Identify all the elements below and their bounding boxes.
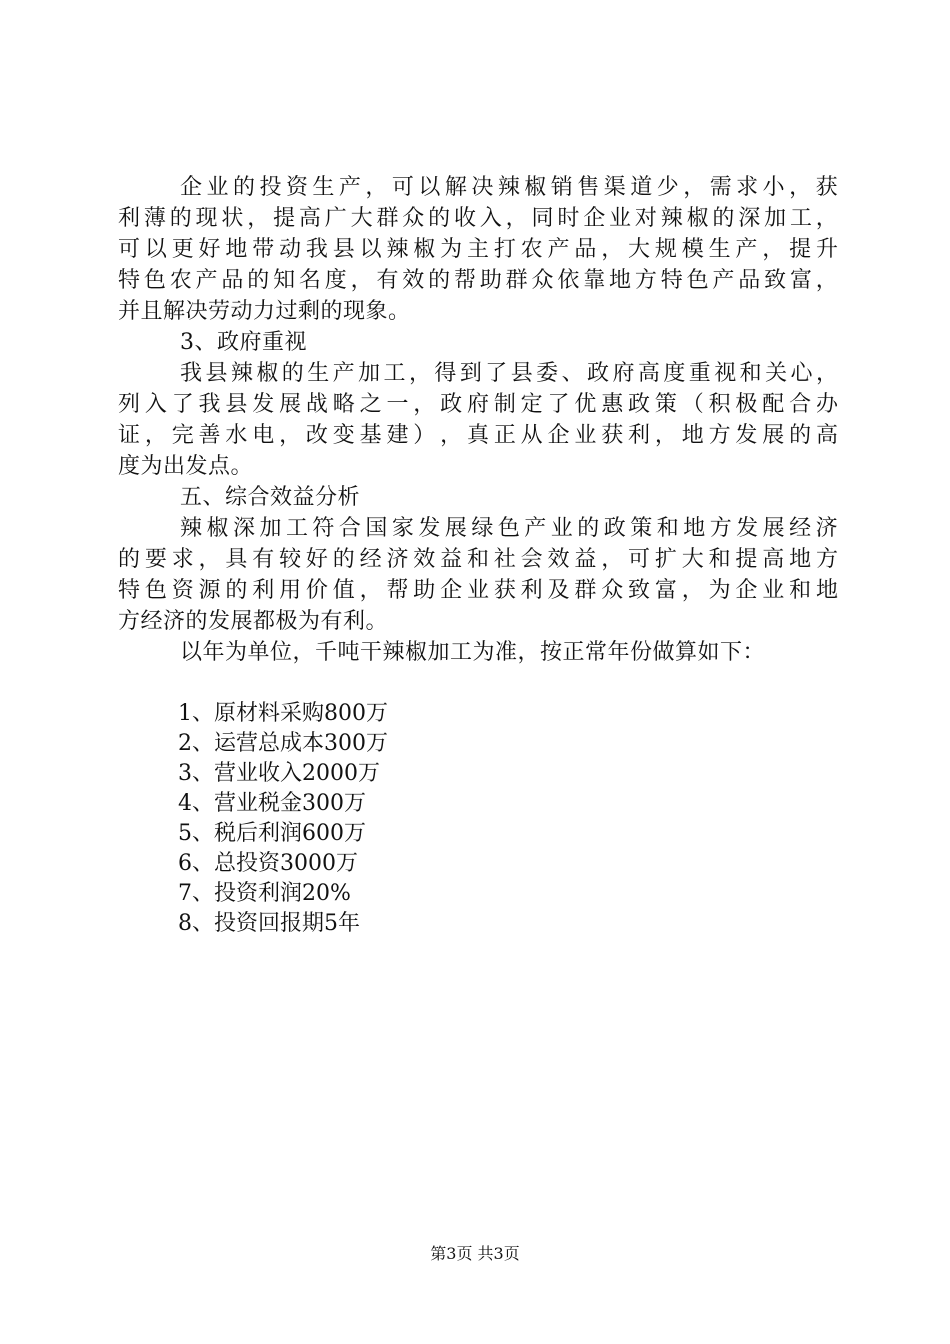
text-glyph: 府 (466, 392, 489, 417)
text-glyph: 绿 (471, 516, 494, 541)
text-glyph: 及 (547, 578, 570, 603)
text-glyph: 加 (259, 516, 282, 541)
text-glyph: 地 (789, 547, 812, 572)
text-glyph: 深 (232, 516, 255, 541)
text-glyph: ， (681, 578, 704, 603)
text-glyph: 产 (547, 237, 570, 262)
text-glyph: 县 (510, 361, 533, 386)
text-glyph: 辣 (497, 175, 520, 200)
text-glyph: ， (350, 268, 373, 293)
text-glyph: 的 (332, 547, 355, 572)
text-glyph: 了 (485, 361, 508, 386)
text-glyph: 和 (656, 516, 679, 541)
text-glyph: 高 (815, 423, 838, 448)
text-glyph: 的 (428, 268, 451, 293)
text-line: 度为出发点。 (118, 454, 254, 479)
text-glyph: 产 (332, 361, 355, 386)
text-glyph: 基 (359, 423, 382, 448)
paragraph-line (118, 420, 838, 451)
text-glyph: ， (601, 237, 624, 262)
text-glyph: 到 (459, 361, 482, 386)
text-glyph: 优 (574, 392, 597, 417)
text-glyph: 工 (383, 361, 406, 386)
text-glyph: 高 (637, 361, 660, 386)
text-glyph: 了 (171, 392, 194, 417)
text-glyph: 色 (497, 516, 520, 541)
text-glyph: 用 (279, 578, 302, 603)
text-glyph: 和 (708, 547, 731, 572)
text-glyph: 品 (221, 268, 244, 293)
text-glyph: 状 (221, 206, 244, 231)
text-glyph: 的 (225, 578, 248, 603)
text-glyph: 高 (298, 206, 321, 231)
paragraph-line (118, 296, 838, 327)
text-glyph: 企 (180, 175, 203, 200)
text-glyph: 富 (654, 578, 677, 603)
text-glyph: 小 (762, 175, 785, 200)
text-glyph: 度 (663, 361, 686, 386)
text-glyph: 辣 (660, 206, 683, 231)
text-glyph: 和 (789, 578, 812, 603)
text-glyph: 色 (143, 268, 166, 293)
text-glyph: 以 (144, 237, 167, 262)
text-glyph: 的 (428, 206, 451, 231)
text-glyph: 委 (536, 361, 559, 386)
list-item: 4、营业税金300万 (178, 791, 366, 816)
text-glyph: 提 (735, 547, 758, 572)
text-glyph: 配 (762, 392, 785, 417)
text-glyph: 产 (712, 268, 735, 293)
paragraph-line (118, 358, 838, 389)
text-glyph: 致 (628, 578, 651, 603)
text-glyph: 农 (169, 268, 192, 293)
text-glyph: 济 (815, 516, 838, 541)
text-glyph: 资 (285, 175, 308, 200)
text-glyph: ， (408, 361, 431, 386)
text-glyph: 的 (232, 175, 255, 200)
text-glyph: 的 (118, 547, 141, 572)
text-glyph: 打 (493, 237, 516, 262)
text-glyph: 色 (144, 578, 167, 603)
text-glyph: ， (365, 175, 388, 200)
text-glyph: 求 (171, 547, 194, 572)
text-glyph: 政 (440, 392, 463, 417)
list-item: 2、运营总成本300万 (178, 731, 388, 756)
text-glyph: 方 (708, 423, 731, 448)
text-glyph: 益 (574, 547, 597, 572)
paragraph-line (118, 513, 838, 544)
text-glyph: 生 (708, 237, 731, 262)
text-glyph: 了 (547, 392, 570, 417)
text-glyph: 企 (583, 206, 606, 231)
text-glyph: 扩 (654, 547, 677, 572)
text-glyph: ， (359, 578, 382, 603)
text-glyph: 需 (709, 175, 732, 200)
document-body (118, 172, 838, 939)
text-glyph: 利 (520, 578, 543, 603)
text-glyph: 证 (118, 423, 141, 448)
text-glyph: 方 (815, 547, 838, 572)
text-glyph: ， (279, 423, 302, 448)
text-glyph: 助 (479, 268, 502, 293)
text-glyph: 众 (531, 268, 554, 293)
text-glyph: 地 (225, 237, 248, 262)
list-item: 6、总投资3000万 (178, 851, 358, 876)
text-glyph: 名 (298, 268, 321, 293)
text-glyph: 现 (195, 206, 218, 231)
text-glyph: 的 (169, 206, 192, 231)
text-glyph: 一 (386, 392, 409, 417)
text-glyph: 解 (444, 175, 467, 200)
text-glyph: 同 (531, 206, 554, 231)
text-glyph: 的 (247, 268, 270, 293)
text-glyph: 群 (505, 268, 528, 293)
text-glyph: 特 (118, 578, 141, 603)
text-glyph: 有 (252, 547, 275, 572)
text-glyph: 有 (376, 268, 399, 293)
text-glyph: 变 (332, 423, 355, 448)
text-glyph: 价 (305, 578, 328, 603)
text-glyph: 得 (434, 361, 457, 386)
text-glyph: 收 (453, 206, 476, 231)
text-glyph: 众 (402, 206, 425, 231)
text-glyph: 建 (386, 423, 409, 448)
list-item: 5、税后利润600万 (178, 821, 366, 846)
text-glyph: 工 (789, 206, 812, 231)
text-glyph: 生 (312, 175, 335, 200)
text-glyph: 业 (550, 516, 573, 541)
text-glyph: 生 (307, 361, 330, 386)
text-glyph: 渠 (603, 175, 626, 200)
text-line: 方经济的发展都极为有利。 (118, 609, 389, 634)
paragraph-line: 以年为单位，千吨干辣椒加工为准，按正常年份做算如下： (180, 640, 766, 665)
text-glyph: 合 (338, 516, 361, 541)
text-glyph: 好 (305, 547, 328, 572)
text-glyph: 产 (195, 268, 218, 293)
text-glyph: 获 (493, 578, 516, 603)
text-glyph: 特 (660, 268, 683, 293)
text-glyph: 地 (815, 578, 838, 603)
text-glyph: 地 (683, 516, 706, 541)
text-glyph: 辣 (386, 237, 409, 262)
text-glyph: 助 (413, 578, 436, 603)
text-glyph: 具 (225, 547, 248, 572)
text-glyph: 真 (466, 423, 489, 448)
text-glyph: 对 (634, 206, 657, 231)
text-glyph: 椒 (524, 175, 547, 200)
text-glyph: 的 (789, 423, 812, 448)
text-glyph: 资 (171, 578, 194, 603)
section-heading: 3、政府重视 (180, 330, 307, 355)
text-glyph: 值 (332, 578, 355, 603)
text-glyph: 办 (815, 392, 838, 417)
text-glyph: （ (681, 392, 704, 417)
text-glyph: 业 (206, 175, 229, 200)
text-glyph: 企 (735, 578, 758, 603)
text-glyph: 发 (252, 392, 275, 417)
text-glyph: 可 (118, 237, 141, 262)
text-glyph: 从 (520, 423, 543, 448)
text-glyph: 政 (603, 516, 626, 541)
text-glyph: 知 (273, 268, 296, 293)
text-glyph: 业 (466, 578, 489, 603)
text-glyph: 帮 (386, 578, 409, 603)
text-glyph: 和 (739, 361, 762, 386)
text-glyph: 以 (418, 175, 441, 200)
text-glyph: 销 (550, 175, 573, 200)
text-glyph: 度 (324, 268, 347, 293)
text-glyph: 企 (440, 578, 463, 603)
text-glyph: 之 (359, 392, 382, 417)
text-glyph: 源 (198, 578, 221, 603)
text-glyph: 业 (609, 206, 632, 231)
text-glyph: ， (815, 206, 838, 231)
text-glyph: ， (144, 423, 167, 448)
text-glyph: 政 (628, 392, 651, 417)
text-glyph: 道 (630, 175, 653, 200)
text-glyph: 县 (332, 237, 355, 262)
text-glyph: 加 (764, 206, 787, 231)
text-glyph: ） (413, 423, 436, 448)
text-glyph: 的 (281, 361, 304, 386)
text-glyph: 产 (735, 237, 758, 262)
text-glyph: ， (440, 423, 463, 448)
text-glyph: 高 (762, 547, 785, 572)
text-glyph: 辣 (180, 516, 203, 541)
text-glyph: 效 (413, 547, 436, 572)
text-glyph: 农 (520, 237, 543, 262)
text-glyph: 提 (789, 237, 812, 262)
text-glyph: 好 (198, 237, 221, 262)
text-glyph: 我 (180, 361, 203, 386)
paragraph-line (118, 606, 838, 637)
text-glyph: 略 (332, 392, 355, 417)
text-glyph: 要 (144, 547, 167, 572)
text-glyph: 可 (628, 547, 651, 572)
text-glyph: 产 (338, 175, 361, 200)
text-glyph: 地 (681, 423, 704, 448)
text-glyph: 升 (815, 237, 838, 262)
text-glyph: ， (815, 361, 838, 386)
page-footer: 第3页 共3页 (430, 1244, 520, 1263)
text-glyph: 发 (735, 423, 758, 448)
text-glyph: 利 (628, 423, 651, 448)
text-glyph: 椒 (206, 516, 229, 541)
text-glyph: 关 (765, 361, 788, 386)
text-glyph: 合 (789, 392, 812, 417)
text-glyph: 视 (714, 361, 737, 386)
text-glyph: 效 (402, 268, 425, 293)
text-glyph: 入 (479, 206, 502, 231)
text-glyph: 深 (738, 206, 761, 231)
text-glyph: 社 (493, 547, 516, 572)
text-glyph: 众 (601, 578, 624, 603)
paragraph-line (118, 451, 838, 482)
text-glyph: 战 (305, 392, 328, 417)
text-glyph: 群 (574, 578, 597, 603)
text-glyph: 府 (612, 361, 635, 386)
text-glyph: 利 (118, 206, 141, 231)
text-glyph: 展 (279, 392, 302, 417)
text-glyph: ， (198, 547, 221, 572)
text-glyph: ， (683, 175, 706, 200)
text-glyph: 带 (252, 237, 275, 262)
text-glyph: 业 (762, 578, 785, 603)
text-glyph: 广 (324, 206, 347, 231)
text-glyph: 主 (466, 237, 489, 262)
text-glyph: ， (505, 206, 528, 231)
section-heading: 五、综合效益分析 (180, 485, 361, 510)
list-item: 1、原材料采购800万 (178, 701, 388, 726)
text-glyph: 经 (359, 547, 382, 572)
text-glyph: 积 (708, 392, 731, 417)
text-glyph: 获 (815, 175, 838, 200)
text-glyph: 善 (198, 423, 221, 448)
text-glyph: 产 (524, 516, 547, 541)
text-glyph: 较 (279, 547, 302, 572)
text-glyph: 规 (654, 237, 677, 262)
paragraph-line (118, 203, 838, 234)
text-glyph: 国 (365, 516, 388, 541)
text-glyph: 水 (225, 423, 248, 448)
text-glyph: 完 (171, 423, 194, 448)
paragraph-line (118, 172, 838, 203)
text-glyph: 定 (520, 392, 543, 417)
text-glyph: 极 (735, 392, 758, 417)
text-glyph: 薄 (143, 206, 166, 231)
text-glyph: 工 (285, 516, 308, 541)
paragraph-line (118, 575, 838, 606)
text-glyph: 大 (681, 547, 704, 572)
text-glyph: 济 (386, 547, 409, 572)
text-glyph: 和 (466, 547, 489, 572)
text-glyph: 求 (736, 175, 759, 200)
paragraph-line (118, 544, 838, 575)
text-glyph: 发 (418, 516, 441, 541)
text-glyph: 特 (118, 268, 141, 293)
text-glyph: ， (762, 237, 785, 262)
text-glyph: 策 (630, 516, 653, 541)
calc-list (118, 699, 838, 939)
text-glyph: 依 (557, 268, 580, 293)
text-glyph: 、 (561, 361, 584, 386)
text-glyph: 正 (493, 423, 516, 448)
list-item: 7、投资利润20% (178, 881, 351, 906)
text-glyph: 更 (171, 237, 194, 262)
list-item: 8、投资回报期5年 (178, 911, 360, 936)
text-glyph: 为 (440, 237, 463, 262)
text-glyph: 心 (790, 361, 813, 386)
text-glyph: 大 (350, 206, 373, 231)
text-glyph: ， (247, 206, 270, 231)
text-glyph: 决 (471, 175, 494, 200)
text-glyph: 动 (279, 237, 302, 262)
text-glyph: 发 (736, 516, 759, 541)
text-glyph: 少 (656, 175, 679, 200)
text-glyph: 我 (305, 237, 328, 262)
text-glyph: 企 (547, 423, 570, 448)
text-glyph: 大 (628, 237, 651, 262)
text-glyph: 辣 (230, 361, 253, 386)
text-glyph: ， (815, 268, 838, 293)
text-glyph: 致 (764, 268, 787, 293)
text-glyph: 的 (577, 516, 600, 541)
paragraph-line (118, 265, 838, 296)
text-glyph: 以 (359, 237, 382, 262)
text-glyph: 获 (601, 423, 624, 448)
text-glyph: 投 (259, 175, 282, 200)
text-glyph: 改 (305, 423, 328, 448)
text-glyph: ， (789, 175, 812, 200)
text-glyph: 业 (574, 423, 597, 448)
text-glyph: ， (654, 423, 677, 448)
text-glyph: 入 (144, 392, 167, 417)
text-glyph: 加 (358, 361, 381, 386)
text-glyph: 重 (688, 361, 711, 386)
text-glyph: 模 (681, 237, 704, 262)
paragraph-line (118, 234, 838, 265)
text-glyph: 益 (440, 547, 463, 572)
text-glyph: 列 (118, 392, 141, 417)
text-glyph: 展 (762, 516, 785, 541)
text-glyph: 品 (574, 237, 597, 262)
paragraph-line (118, 389, 838, 420)
text-glyph: 椒 (686, 206, 709, 231)
text-glyph: ， (601, 547, 624, 572)
text-glyph: 利 (252, 578, 275, 603)
text-glyph: 经 (789, 516, 812, 541)
text-glyph: 品 (738, 268, 761, 293)
text-glyph: 椒 (256, 361, 279, 386)
text-glyph: 策 (654, 392, 677, 417)
text-glyph: 效 (547, 547, 570, 572)
text-glyph: 展 (444, 516, 467, 541)
spacer (118, 668, 838, 699)
text-glyph: 可 (391, 175, 414, 200)
text-glyph: 家 (391, 516, 414, 541)
list-item: 3、营业收入2000万 (178, 761, 380, 786)
text-glyph: 售 (577, 175, 600, 200)
text-glyph: 方 (634, 268, 657, 293)
text-glyph: 惠 (601, 392, 624, 417)
text-glyph: 富 (789, 268, 812, 293)
text-glyph: ， (413, 392, 436, 417)
text-glyph: 政 (587, 361, 610, 386)
text-glyph: 的 (712, 206, 735, 231)
text-glyph: 提 (273, 206, 296, 231)
text-glyph: 符 (312, 516, 335, 541)
text-glyph: 会 (520, 547, 543, 572)
text-glyph: 色 (686, 268, 709, 293)
text-glyph: 为 (708, 578, 731, 603)
text-glyph: 展 (762, 423, 785, 448)
text-glyph: 方 (709, 516, 732, 541)
text-glyph: 电 (252, 423, 275, 448)
text-line: 并且解决劳动力过剩的现象。 (118, 299, 411, 324)
text-glyph: 制 (493, 392, 516, 417)
text-glyph: 地 (609, 268, 632, 293)
text-glyph: 群 (376, 206, 399, 231)
text-glyph: 椒 (413, 237, 436, 262)
text-glyph: 县 (225, 392, 248, 417)
text-glyph: 我 (198, 392, 221, 417)
text-glyph: 靠 (583, 268, 606, 293)
text-glyph: 县 (205, 361, 228, 386)
text-glyph: 帮 (453, 268, 476, 293)
text-glyph: 时 (557, 206, 580, 231)
